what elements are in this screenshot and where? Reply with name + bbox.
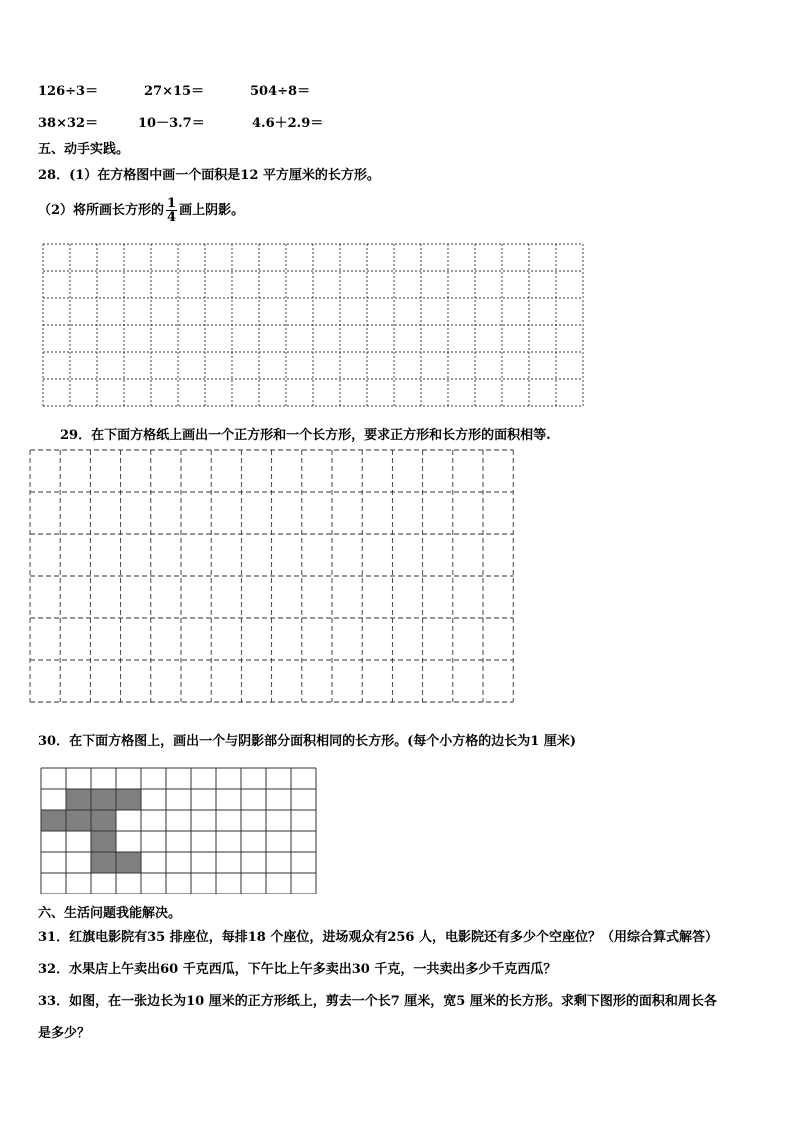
question-28-line2 [38,196,244,232]
question-28-line1: 28．(1）在方格图中画一个面积是12 平方厘米的长方形。 [38,168,380,183]
fraction-denominator: 4 [167,210,177,225]
shaded-cell [91,852,116,873]
shaded-cell [91,831,116,852]
calc-item: 27×15＝ [144,84,205,99]
calc-item: 10－3.7＝ [138,116,205,131]
calc-item: 4.6＋2.9＝ [252,116,324,131]
fraction-one-quarter [166,197,177,224]
shaded-cell [91,789,116,810]
question-32-text: 32．水果店上午卖出60 千克西瓜，下午比上午多卖出30 千克，一共卖出多少千克西瓜？ [38,962,557,977]
shaded-cell [91,810,116,831]
grid-28[interactable] [42,243,584,408]
grid-29[interactable] [29,449,516,705]
section-heading-5: 五、动手实践。 [38,142,130,157]
calc-item: 126÷3＝ [38,84,99,99]
question-33-line2: 是多少？ [38,1026,91,1041]
grid-30[interactable] [40,767,317,894]
shaded-cell [116,852,141,873]
shaded-cell [66,789,91,810]
question-28-text-after: 画上阴影。 [179,203,245,218]
shaded-cell [41,810,66,831]
shaded-cell [116,789,141,810]
question-31-text: 31．红旗电影院有35 排座位，每排18 个座位，进场观众有256 人，电影院还有多少个空座位？（用综合算式解答） [38,930,718,945]
question-29-text: 29．在下面方格纸上画出一个正方形和一个长方形，要求正方形和长方形的面积相等. [60,428,551,443]
section-heading-6: 六、生活问题我能解决。 [38,906,182,921]
calc-item: 38×32＝ [38,116,99,131]
shaded-cell [66,810,91,831]
question-28-text-before: （2）将所画长方形的 [38,203,165,218]
question-30-text: 30．在下面方格图上，画出一个与阴影部分面积相同的长方形。(每个小方格的边长为1 厘米) [38,734,576,749]
fraction-numerator: 1 [167,196,177,211]
calc-item: 504÷8＝ [250,84,311,99]
question-33-line1: 33．如图，在一张边长为10 厘米的正方形纸上，剪去一个长7 厘米，宽5 厘米的长方形。求剩下图形的面积和周长各 [38,994,717,1009]
